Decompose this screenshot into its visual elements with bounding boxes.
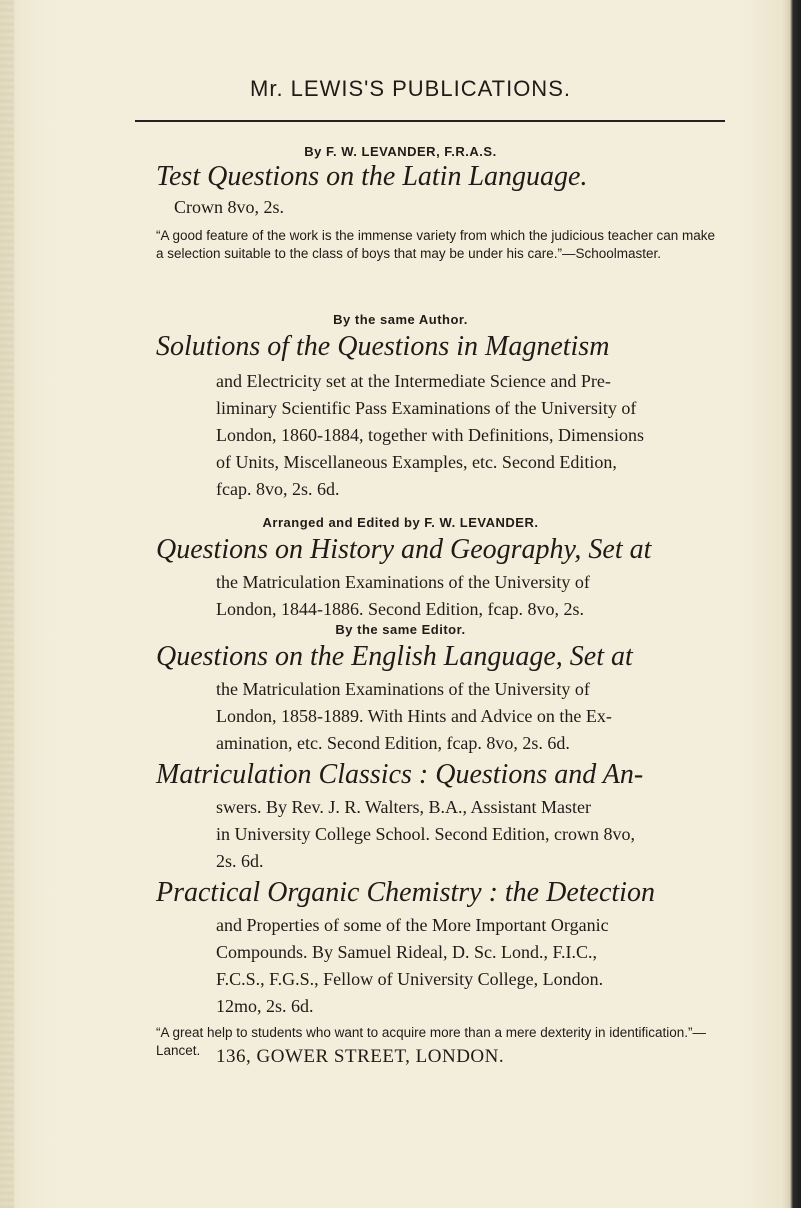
entry-title: Questions on the English Language, Set at: [156, 641, 633, 672]
entry-classics: [156, 758, 776, 875]
details-line: the Matriculation Examinations of the University of: [216, 572, 590, 592]
entry-english: [156, 640, 776, 757]
entry-title: Practical Organic Chemistry : the Detection: [156, 877, 655, 908]
details-line: London, 1858-1889. With Hints and Advice on the Ex-: [216, 706, 612, 726]
page-gutter: [0, 0, 14, 1208]
entry-title: Solutions of the Questions in Magnetism: [156, 331, 610, 362]
details-line: Compounds. By Samuel Rideal, D. Sc. Lond., F.I.C.,: [216, 942, 598, 962]
header-rule: [135, 120, 725, 122]
details-line: swers. By Rev. J. R. Walters, B.A., Assistant Master: [216, 797, 592, 817]
entry-title: Test Questions on the Latin Language.: [156, 161, 588, 192]
entry-latin: [156, 160, 776, 263]
details-line: London, 1860-1884, together with Definitions, Dimensions: [216, 425, 644, 445]
entry-byline: By the same Author.: [333, 312, 468, 327]
entry-byline: By the same Editor.: [335, 622, 466, 637]
publisher-address: 136, GOWER STREET, LONDON.: [216, 1046, 505, 1067]
details-line: in University College School. Second Edition, crown 8vo,: [216, 824, 635, 844]
details-line: 12mo, 2s. 6d.: [216, 996, 314, 1016]
details-line: London, 1844-1886. Second Edition, fcap. 8vo, 2s.: [216, 599, 584, 619]
details-line: and Electricity set at the Intermediate Science and Pre-: [216, 371, 611, 391]
author-line: By F. W. LEVANDER, F.R.A.S.: [304, 144, 497, 159]
details-line: 2s. 6d.: [216, 851, 264, 871]
details-line: fcap. 8vo, 2s. 6d.: [216, 479, 340, 499]
entry-title: Questions on History and Geography, Set at: [156, 534, 652, 565]
entry-details: Crown 8vo, 2s.: [174, 197, 285, 217]
details-line: amination, etc. Second Edition, fcap. 8vo, 2s. 6d.: [216, 733, 570, 753]
details-line: liminary Scientific Pass Examinations of the University of: [216, 398, 637, 418]
entry-chemistry: [156, 876, 776, 1060]
details-line: of Units, Miscellaneous Examples, etc. Second Edition,: [216, 452, 617, 472]
entry-details: [216, 569, 776, 623]
entry-details: [216, 912, 776, 1020]
details-line: the Matriculation Examinations of the University of: [216, 679, 590, 699]
entry-byline: Arranged and Edited by F. W. LEVANDER.: [262, 515, 539, 530]
entry-quote: “A great help to students who want to acquire more than a mere dexterity in identification.”—Lancet.: [156, 1025, 707, 1058]
entry-details: [216, 676, 776, 757]
entry-history: [156, 533, 776, 623]
entry-quote: “A good feature of the work is the immense variety from which the judicious teacher can make a selection suitable to the class of boys that may be under his care.”—Schoolmaster.: [156, 228, 716, 261]
page-header: Mr. LEWIS'S PUBLICATIONS.: [250, 76, 571, 101]
entry-details: [216, 794, 776, 875]
entry-magnetism: [156, 330, 776, 503]
details-line: F.C.S., F.G.S., Fellow of University College, London.: [216, 969, 604, 989]
entry-title: Matriculation Classics : Questions and An-: [156, 759, 644, 790]
entry-details: [216, 368, 776, 503]
details-line: and Properties of some of the More Important Organic: [216, 915, 609, 935]
